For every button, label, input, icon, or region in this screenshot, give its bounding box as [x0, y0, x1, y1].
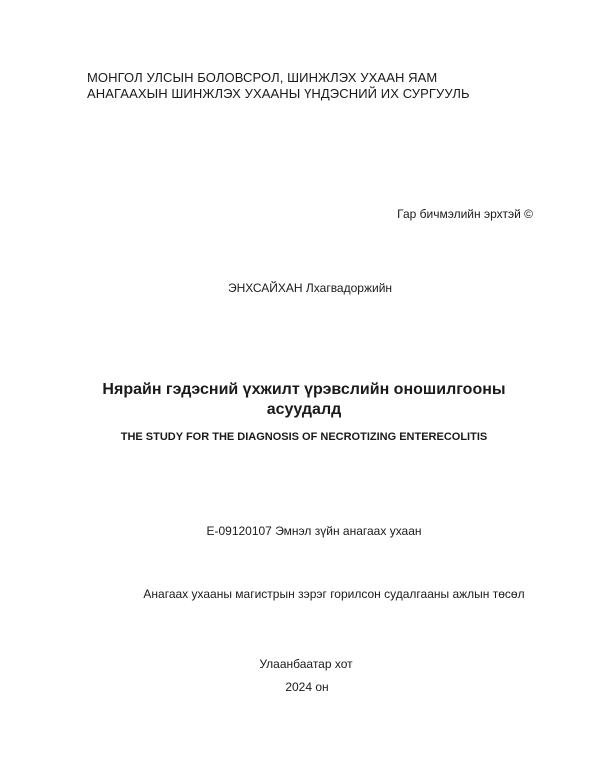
thesis-title-line-1: Нярайн гэдэсний үхжилт үрэвслийн оношилгооны	[102, 381, 506, 398]
program-code: E-09120107 Эмнэл зүйн анагаах ухаан	[206, 524, 422, 538]
thesis-title-english: THE STUDY FOR THE DIAGNOSIS OF NECROTIZING ENTERECOLITIS	[120, 431, 488, 443]
thesis-title-mongolian	[0, 380, 600, 420]
copyright-notice: Гар бичмэлийн эрхтэй ©	[397, 207, 533, 221]
author-name: ЭНХСАЙХАН Лхагвадоржийн	[227, 281, 393, 295]
ministry-name: МОНГОЛ УЛСЫН БОЛОВСРОЛ, ШИНЖЛЭХ УХААН ЯАМ	[87, 70, 438, 85]
year: 2024 он	[285, 680, 329, 694]
thesis-title-line-2: асуудалд	[266, 401, 342, 418]
university-name: АНАГААХЫН ШИНЖЛЭХ УХААНЫ ҮНДЭСНИЙ ИХ СУРГУУЛЬ	[87, 86, 470, 101]
location: Улаанбаатар хот	[259, 657, 353, 671]
thesis-type: Анагаах ухааны магистрын зэрэг горилсон судалгааны ажлын төсөл	[143, 587, 525, 601]
institution-header	[87, 70, 470, 102]
